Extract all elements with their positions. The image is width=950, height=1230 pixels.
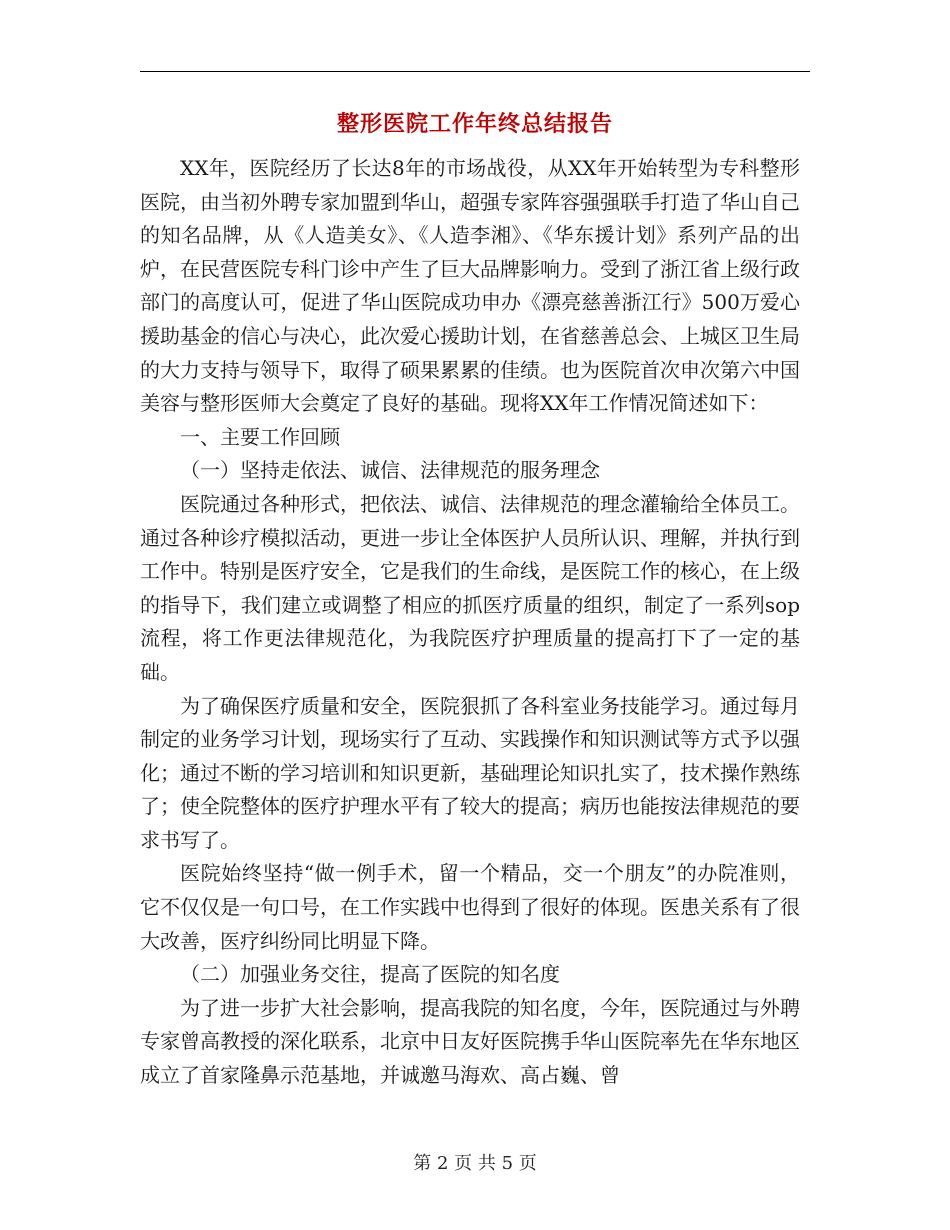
- paragraph-reputation: 为了进一步扩大社会影响，提高我院的知名度，今年，医院通过与外聘专家曾高教授的深化联系，北京中日友好医院携手华山医院率先在华东地区成立了首家隆鼻示范基地，并诚邀马海欢、高占巍、曾: [140, 995, 800, 1088]
- paragraph-legal-compliance: 医院通过各种形式，把依法、诚信、法律规范的理念灌输给全体员工。通过各种诊疗模拟活动，更进一步让全体医护人员所认识、理解，并执行到工作中。特别是医疗安全，它是我们的生命线，是医院工作的核心，在上级的指导下，我们建立或调整了相应的抓医疗质量的组织，制定了一系列sop流程，将工作更法律规范化，为我院医疗护理质量的提高打下了一定的基础。: [140, 491, 800, 684]
- page-number-footer: 第 2 页 共 5 页: [413, 1153, 537, 1174]
- paragraph-quality-training: 为了确保医疗质量和安全，医院狠抓了各科室业务技能学习。通过每月制定的业务学习计划，现场实行了互动、实践操作和知识测试等方式予以强化；通过不断的学习培训和知识更新，基础理论知识扎实了，技术操作熟练了；使全院整体的医疗护理水平有了较大的提高；病历也能按法律规范的要求书写了。: [140, 693, 800, 852]
- document-title: 整形医院工作年终总结报告: [336, 111, 613, 137]
- intro-paragraph: XX年，医院经历了长达8年的市场战役，从XX年开始转型为专科整形医院，由当初外聘专家加盟到华山，超强专家阵容强强联手打造了华山自己的知名品牌，从《人造美女》、《人造李湘》、《华东援计划》系列产品的出炉，在民营医院专科门诊中产生了巨大品牌影响力。受到了浙江省上级行政部门的高度认可，促进了华山医院成功申办《漂亮慈善浙江行》500万爱心援助基金的信心与决心，此次爱心援助计划，在省慈善总会、上城区卫生局的大力支持与领导下，取得了硕果累累的佳绩。也为医院首次申次第六中国美容与整形医师大会奠定了良好的基础。现将XX年工作情况简述如下：: [140, 156, 800, 416]
- section-heading-main-review: 一、主要工作回顾: [180, 424, 340, 449]
- header-rule: [140, 71, 810, 72]
- paragraph-hospital-motto: 医院始终坚持“做一例手术，留一个精品，交一个朋友”的办院准则，它不仅仅是一句口号，在工作实践中也得到了很好的体现。医患关系有了很大改善，医疗纠纷同比明显下降。: [140, 861, 800, 953]
- subsection-heading-2: （二）加强业务交往，提高了医院的知名度: [180, 962, 560, 987]
- document-body: [140, 152, 800, 1093]
- subsection-heading-1: （一）坚持走依法、诚信、法律规范的服务理念: [180, 458, 600, 483]
